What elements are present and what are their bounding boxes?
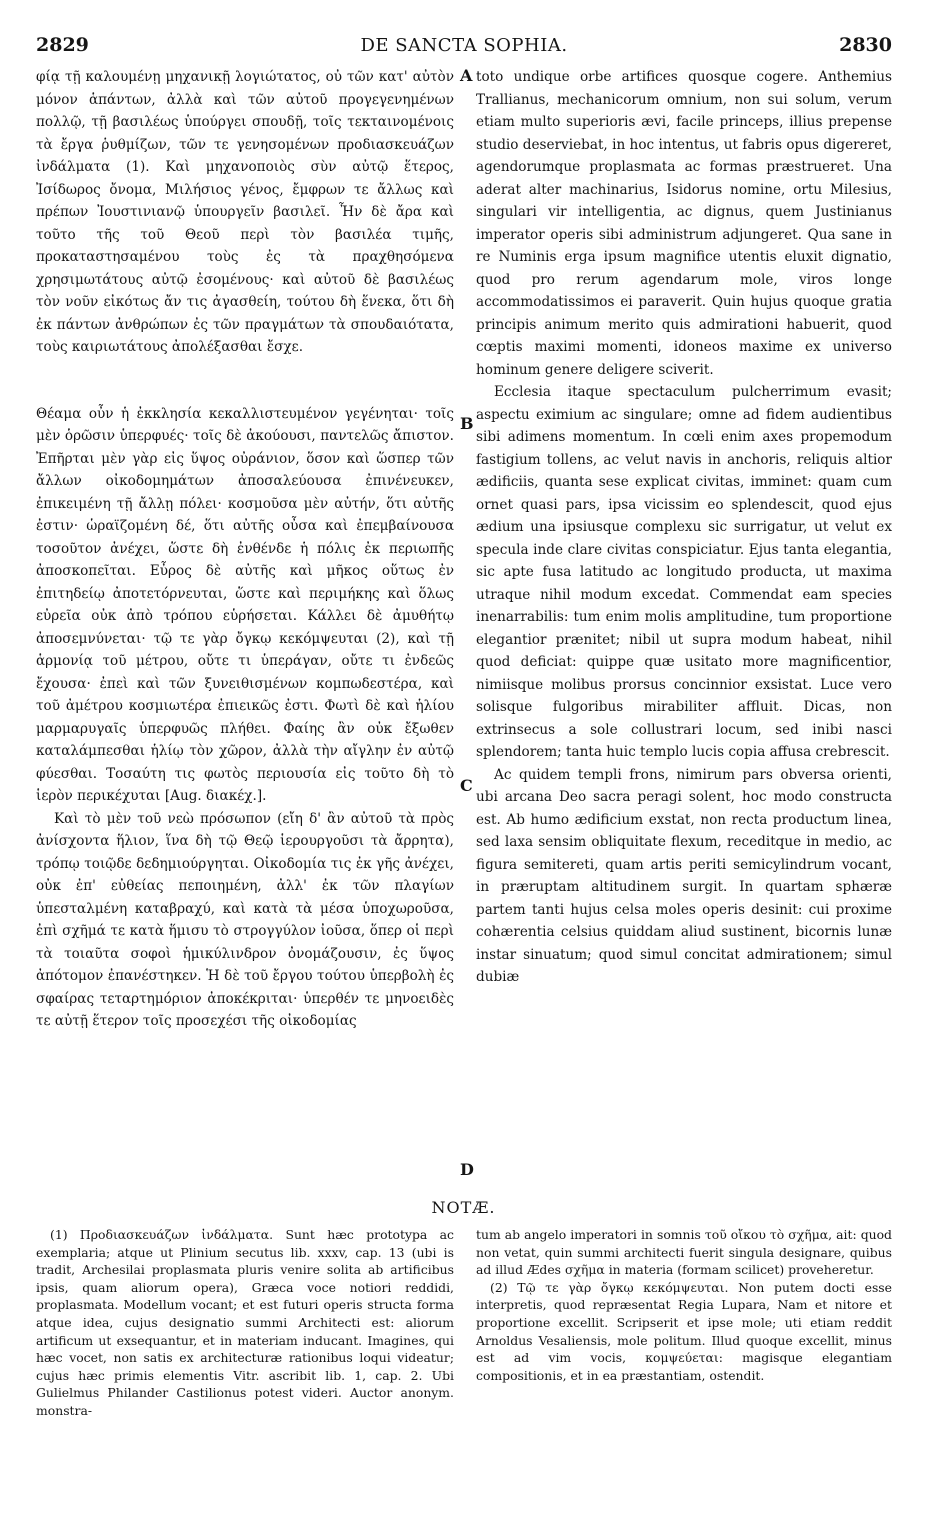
section-marker-b: B bbox=[460, 414, 474, 433]
latin-paragraph: toto undique orbe artifices quosque cogere. Anthemius Trallianus, mechanicorum omnium, non sui solum, verum etiam multo superioris ævi, facile princeps, illius prepense studio deserviebat, in hoc intentus, ut fabris opus digereret, agendorumque proplasmata ac formas præstrueret. Una aderat alter machinarius, Isidorus nomine, ortu Milesius, singulari vir intelligentia, ac dignus, quem Justinianus imperator operis sibi administrum adjungeret. Qua sane in re Numinis erga ipsum magnifice utentis eluxit dignatio, quod pro rerum agendarum mole, viros longe accommodatissimos ei paraverit. Quin hujus quoque gratia principis animum merito quis admirationi habuerit, quod cœptis maximi momenti, idoneos maxime ex universo hominum genere deligere sciverit. bbox=[476, 69, 892, 378]
greek-paragraph: Καὶ τὸ μὲν τοῦ νεὼ πρόσωπον (εἴη δ' ἂν αὐτοῦ τὰ πρὸς ἀνίσχοντα ἥλιον, ἵνα δὴ τῷ Θεῷ ἱερουργοῦσι τὰ ἄρρητα), τρόπῳ τοιῷδε δεδημιούργηται. Οἰκοδομία τις ἐκ γῆς ἀνέχει, οὐκ ἐπ' εὐθείας πεποιημένη, ἀλλ' ἐκ τῶν πλαγίων ὑπεσταλμένη καταβραχύ, καὶ κατὰ τὰ μέσα ὑποχωροῦσα, ἐπὶ σχῆμά τε κατὰ ἥμισυ τὸ στρογγύλον ἰοῦσα, ὅπερ οἱ περὶ τὰ τοιαῦτα σοφοὶ ἡμικύλινδρον ὀνομάζουσιν, ἐς ὕψος ἀπότομον ἐπανέστηκεν. Ἡ δὲ τοῦ ἔργου τούτου ὑπερβολὴ ἐς σφαίρας τεταρτημόριον ἀποκέκριται· ὑπερθέν τε μηνοειδὲς τε αὐτῇ ἕτερον τοῖς προσεχέσι τῆς οἰκοδομίας bbox=[36, 810, 454, 1029]
note-paragraph: tum ab angelo imperatori in somnis τοῦ οἴκου τὸ σχῆμα, ait: quod non vetat, quin summi architecti fuerit singula designare, quibus ad illud Ædes σχῆμα in materia (formam scilicet) proveheretur. bbox=[476, 1227, 892, 1278]
notes-left-column bbox=[36, 1226, 454, 1420]
notes-heading: NOTÆ. bbox=[431, 1198, 496, 1217]
running-title: DE SANCTA SOPHIA. bbox=[360, 35, 568, 56]
greek-paragraph: φίᾳ τῇ καλουμένῃ μηχανικῇ λογιώτατος, οὐ τῶν κατ' αὐτὸν μόνον ἁπάντων, ἀλλὰ καὶ τῶν αὐτοῦ προγεγενημένων πολλῷ, τῇ βασιλέως ὑπούργει σπουδῇ, τοῖς τεκταινομένοις τὰ ἔργα ῥυθμίζων, τῶν τε γενησομένων προδιασκευάζων ἰνδάλματα (1). Καὶ μηχανοποιὸς σὺν αὐτῷ ἕτερος, Ἰσίδωρος ὄνομα, Μιλήσιος γένος, ἔμφρων τε ἄλλως καὶ πρέπων Ἰουστινιανῷ ὑπουργεῖν βασιλεῖ. Ἦν δὲ ἄρα καὶ τοῦτο τῆς τοῦ Θεοῦ περὶ τὸν βασιλέα τιμῆς, προκαταστησαμένου τοὺς ἐς τὰ πραχθησόμενα χρησιμωτάτους αὐτῷ ἐσομένους· καὶ αὐτοῦ δὲ βασιλέως τὸν νοῦν εἰκότως ἄν τις ἀγασθείη, τούτου δὴ ἕνεκα, ὅτι δὴ ἐκ πάντων ἀνθρώπων ἐς τῶν πραγμάτων τὰ σπουδαιότατα, τοὺς καιριωτάτους ἀπολέξασθαι ἔσχε. bbox=[36, 69, 454, 355]
section-marker-d: D bbox=[460, 1160, 474, 1179]
greek-paragraph: Θέαμα οὖν ἡ ἐκκλησία κεκαλλιστευμένον γεγένηται· τοῖς μὲν ὁρῶσιν ὑπερφυές· τοῖς δὲ ἀκούουσι, παντελῶς ἄπιστον. Ἐπῆρται μὲν γὰρ εἰς ὕψος οὐράνιον, ὅσον καὶ ὥσπερ τῶν ἄλλων οἰκοδομημάτων ἀποσαλεύουσα ἐπινένευκεν, ἐπικειμένη τῇ ἄλλῃ πόλει· κοσμοῦσα μὲν αὐτήν, ὅτι αὐτῆς ἐστιν· ὡραϊζομένη δέ, ὅτι αὐτῆς οὖσα καὶ ἐπεμβαίνουσα τοσοῦτον ἀνέχει, ὥστε δὴ ἐνθένδε ἡ πόλις ἐκ περιωπῆς ἀποσκοπεῖται. Εὖρος δὲ αὐτῆς καὶ μῆκος οὕτως ἐν ἐπιτηδείῳ ἀποτετόρνευται, ὥστε καὶ περιμήκης καὶ ὅλως εὐρεῖα οὐκ ἀπὸ τρόπου εὑρήσεται. Κάλλει δὲ ἀμυθήτῳ ἀποσεμνύνεται· τῷ τε γὰρ ὄγκῳ κεκόμψευται (2), καὶ τῇ ἁρμονίᾳ τοῦ μέτρου, οὔτε τι ὑπεράγαν, οὔτε τι ἐνδεῶς ἔχουσα· ἐπεὶ καὶ τῶν ξυνειθισμένων κομπωδεστέρα, καὶ τοῦ ἀμέτρου κοσμιωτέρα ἐπιεικῶς ἐστι. Φωτὶ δὲ καὶ ἡλίου μαρμαρυγαῖς ὑπερφυῶς πλήθει. Φαίης ἂν οὐκ ἔξωθεν καταλάμπεσθαι ἡλίῳ τὸν χῶρον, ἀλλὰ τὴν αἴγλην ἐν αὐτῷ φύεσθαι. Τοσαύτη τις φωτὸς περιουσία εἰς τοῦτο δὴ τὸ ἱερὸν περικέχυται [Aug. διακέχ.]. bbox=[36, 405, 454, 804]
running-header bbox=[36, 34, 892, 58]
note-paragraph: (1) Προδιασκευάζων ἰνδάλματα. Sunt hæc prototypa ac exemplaria; atque ut Plinium secutus lib. xxxv, cap. 13 (ubi is tradit, Archesilai proplasmata pluris venire solita ab artificibus ipsis, quam aliorum opera), Græca voce notiori reddidi, proplasmata. Modellum vocant; et est futuri operis structa forma atque idea, cujus designatio summi Architecti est: aliorum artificum ut exsequantur, et in materiam inducant. Imagines, qui hæc vocet, non satis ex architecturæ rationibus loqui videatur; cujus hæc primis elementis Vitr. ascribit lib. 1, cap. 2. Ubi Gulielmus Philander Castilionus potest videri. Auctor anonym. monstra- bbox=[36, 1227, 454, 1418]
right-column-number: 2830 bbox=[839, 34, 892, 56]
greek-text-column bbox=[36, 66, 454, 1033]
note-paragraph: (2) Τῷ τε γὰρ ὄγκῳ κεκόμψευται. Non putem docti esse interpretis, quod repræsentat Regia Lupara, Nam et nitore et proportione excellit. Scripserit et ipse mole; uti etiam reddit Arnoldus Vesaliensis, mole politum. Illud quoque excellit, minus est ad vim vocis, κομψεύεται: magisque elegantiam compositionis, et in ea præstantiam, ostendit. bbox=[476, 1279, 892, 1383]
section-marker-c: C bbox=[460, 776, 473, 795]
notes-right-column bbox=[476, 1226, 892, 1384]
latin-text-column bbox=[476, 66, 892, 989]
latin-paragraph: Ac quidem templi frons, nimirum pars obversa orienti, ubi arcana Deo sacra peragi solent, hoc modo constructa est. Ab humo ædificium exstat, non recta productum linea, sed laxa sensim obliquitate flexum, receditque in medio, ac figura semitereti, quam artis periti semicylindrum vocant, in præruptam altitudinem surgit. In quartam sphæræ partem tanti hujus celsa moles operis desinit: cui proxime cohærentia celsius quiddam aliud sustinent, bicornis lunæ instar sinuatum; quod simul concitat admirationem; simul dubiæ bbox=[476, 766, 892, 985]
left-column-number: 2829 bbox=[36, 34, 89, 56]
latin-paragraph: Ecclesia itaque spectaculum pulcherrimum evasit; aspectu eximium ac singulare; omne ad fidem audientibus sibi adimens momentum. In cœli enim axes propemodum fastigium tollens, ac velut navis in anchoris, reliquis altior ædificiis, quanta sese explicat civitas, imminet: quam cum ornet quasi pars, ipsa vicissim eo splendescit, quod ejus ædium una ipsiusque complexu sic surrigatur, ut velut ex specula inde clare civitas conspiciatur. Ejus tanta elegantia, sic apte fusa latitudo ac longitudo producta, ut maxima utraque nihil modum excedat. Commendat eam species inenarrabilis: tum enim molis amplitudine, tum proportione elegantior prænitet; nibil ut supra modum habeat, nihil quod deficiat: quippe quæ usitato more magnificentior, nimiisque molibus prorsus concinnior exsistat. Luce vero solisque fulgoribus mirabiliter affluit. Dicas, non extrinsecus a sole collustrari locum, sed inibi nasci splendorem; tanta huic templo lucis copia affusa crebrescit. bbox=[476, 384, 892, 760]
section-marker-a: A bbox=[460, 66, 473, 85]
